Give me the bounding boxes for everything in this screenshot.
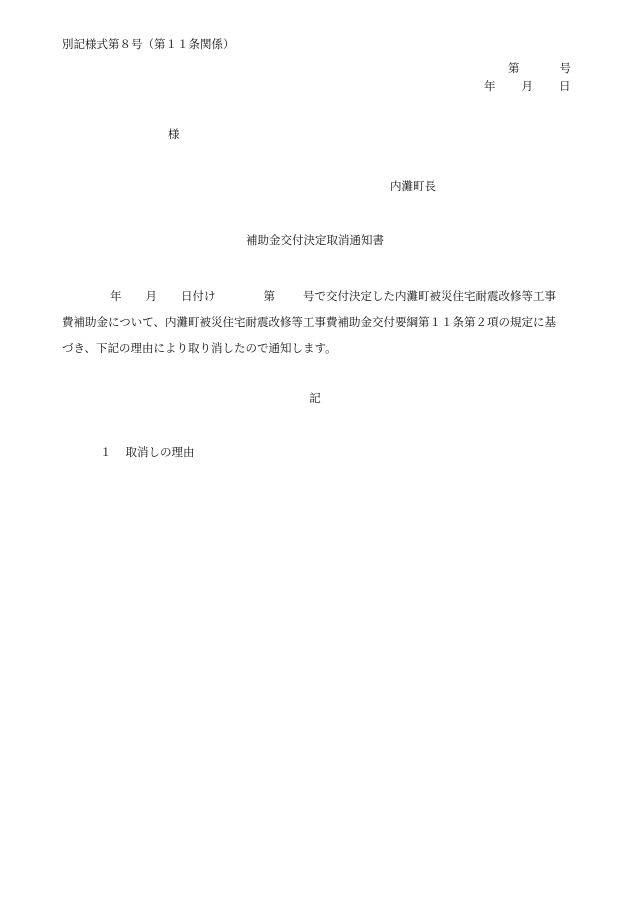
document-date-day: 日 bbox=[559, 79, 571, 93]
body-month: 月 bbox=[145, 289, 157, 303]
document-date bbox=[484, 79, 571, 93]
body-paragraph bbox=[62, 283, 578, 361]
document-number bbox=[508, 61, 571, 75]
body-date-suffix: 日付け bbox=[181, 289, 216, 303]
body-line-2: 費補助金について、内灘町被災住宅耐震改修等工事費補助金交付要綱第１１条第２項の規定に基 bbox=[62, 315, 557, 329]
form-label: 別記様式第８号（第１１条関係） bbox=[62, 37, 235, 51]
document-date-year: 年 bbox=[484, 79, 496, 93]
body-year: 年 bbox=[110, 289, 122, 303]
body-dai: 第 bbox=[263, 289, 275, 303]
document-title: 補助金交付決定取消通知書 bbox=[246, 233, 384, 247]
ki-heading: 記 bbox=[309, 391, 321, 405]
item-1 bbox=[100, 445, 195, 459]
body-line-1 bbox=[62, 283, 578, 309]
item-1-label: 取消しの理由 bbox=[125, 445, 195, 459]
body-line-3: づき、下記の理由により取り消したので通知します。 bbox=[62, 341, 337, 355]
document-number-go: 号 bbox=[559, 61, 571, 75]
body-line-1-rest: 号で交付決定した内灘町被災住宅耐震改修等工事 bbox=[303, 289, 556, 303]
item-1-number: １ bbox=[100, 445, 112, 459]
addressee: 様 bbox=[168, 127, 180, 141]
document-number-dai: 第 bbox=[508, 61, 520, 75]
document-date-month: 月 bbox=[521, 79, 533, 93]
sender: 内灘町長 bbox=[390, 179, 436, 193]
